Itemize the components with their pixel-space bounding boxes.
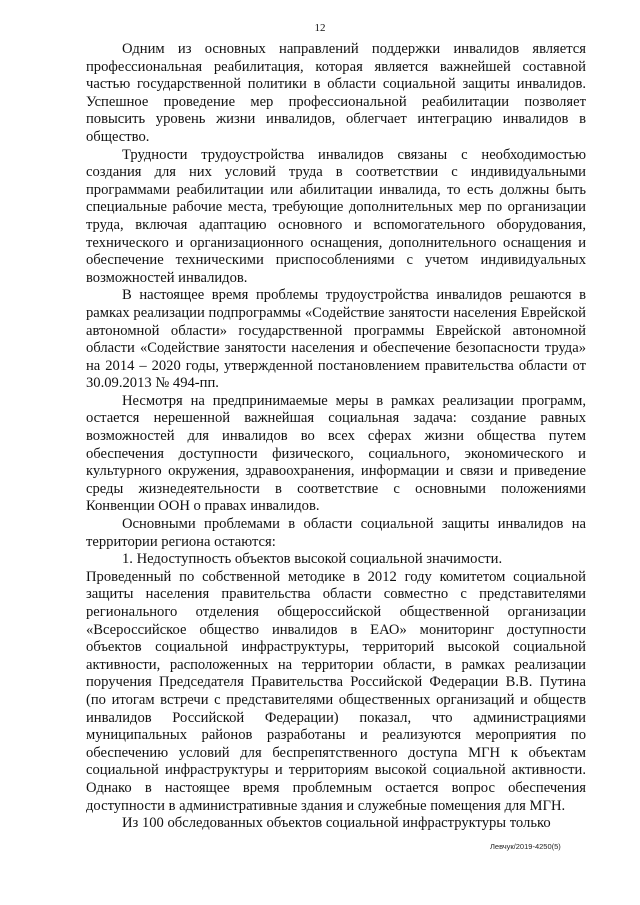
paragraph: Основными проблемами в области социальной защиты инвалидов на территории региона остаются: [86,516,586,550]
paragraph: Из 100 обследованных объектов социальной инфраструктуры только [122,815,551,832]
paragraph: В настоящее время проблемы трудоустройства инвалидов решаются в рамках реализации подпрограммы «Содействие занятости населения Еврейской автономной области» государственной программы Еврейской автономной области «Содействие занятости населения и обеспечение безопасности труда» на 2014 – 2020 годы, утвержденной постановлением правительства области от 30.09.2013 № 494-пп. [86,287,586,392]
list-item: 1. Недоступность объектов высокой социальной значимости. [122,551,503,568]
paragraph: Трудности трудоустройства инвалидов связаны с необходимостью создания для них условий труда в соответствии с индивидуальными программами реабилитации или абилитации инвалида, то есть должны быть специальные рабочие места, требующие дополнительных мер по организации труда, включая адаптацию основного и вспомогательного оборудования, технического и организационного оснащения, дополнительного оснащения и обеспечение техническими приспособлениями с учетом индивидуальных возможностей инвалидов. [86,146,586,286]
document-reference-code: Левчук/2019-4250(5) [490,842,561,851]
document-body [86,41,586,833]
paragraph: Одним из основных направлений поддержки инвалидов является профессиональная реабилитация, которая является важнейшей составной частью государственной политики в области социальной защиты инвалидов. Успешное проведение мер профессиональной реабилитации позволяет повысить уровень жизни инвалидов, облегчает интеграцию инвалидов в общество. [86,41,586,145]
paragraph: Проведенный по собственной методике в 2012 году комитетом социальной защиты населения правительства области совместно с представителями регионального отделения общероссийской общественной организации «Всероссийское общество инвалидов в ЕАО» мониторинг доступности объектов социальной инфраструктуры, территорий высокой социальной активности, расположенных на территории области, в рамках реализации поручения Председателя Правительства Российской Федерации В.В. Путина (по итогам встречи с представителями общественных организаций и обществ инвалидов Российской Федерации) показал, что администрациями муниципальных районов разработаны и реализуются мероприятия по обеспечению условий для беспрепятственного доступа МГН к объектам социальной инфраструктуры и территориям высокой социальной активности. Однако в настоящее время проблемным остается вопрос обеспечения доступности в административные здания и служебные помещения для МГН. [86,568,586,814]
page-number: 12 [314,22,326,34]
paragraph: Несмотря на предпринимаемые меры в рамках реализации программ, остается нерешенной важнейшая социальная задача: создание равных возможностей для инвалидов во всех сферах жизни общества путем обеспечения доступности физического, социального, экономического и культурного окружения, здравоохранения, информации и связи и приведение среды жизнедеятельности в соответствие с основными положениями Конвенции ООН о правах инвалидов. [86,392,586,515]
